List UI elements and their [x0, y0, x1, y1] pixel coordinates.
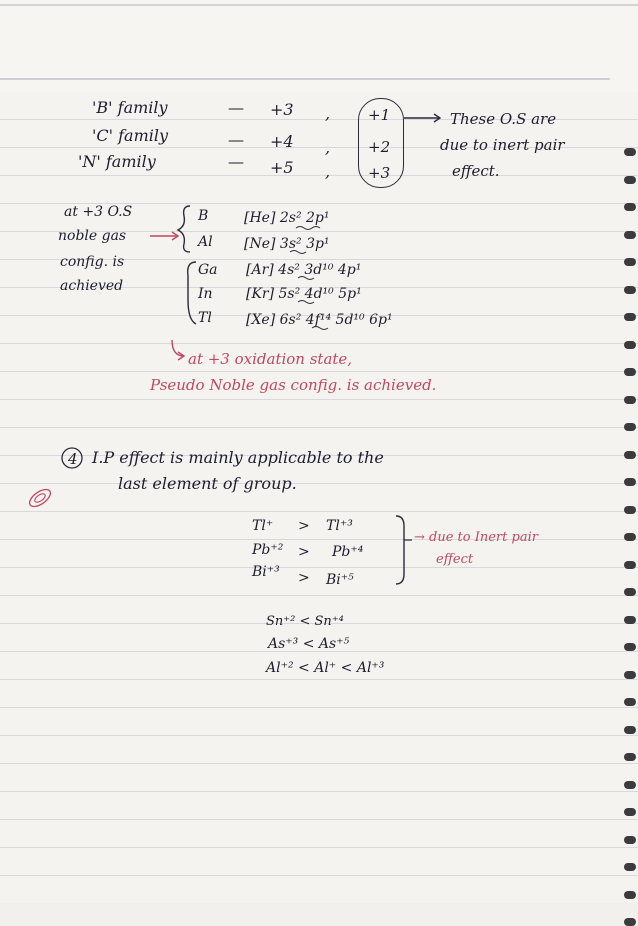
- config-value: [Ne] 3s² 3p¹: [244, 236, 330, 252]
- family-name: 'C' family: [92, 126, 169, 145]
- comparison-right: Pb⁺⁴: [332, 544, 364, 560]
- comparison-sign: >: [298, 544, 310, 560]
- config-value: [Ar] 4s² 3d¹⁰ 4p¹: [246, 262, 362, 278]
- comparison-right: Bi⁺⁵: [326, 572, 354, 588]
- family-comma: ,: [325, 104, 331, 123]
- comparison-note-line: effect: [436, 552, 474, 567]
- noble-note-line: at +3 O.S: [64, 204, 133, 220]
- noble-note-line: config. is: [60, 254, 125, 270]
- comparison-sign: >: [298, 518, 310, 534]
- family-boxed-state: +2: [368, 138, 391, 156]
- point-text-line: last element of group.: [118, 474, 297, 493]
- noble-note-line: achieved: [60, 278, 124, 294]
- inert-note-line: due to inert pair: [440, 136, 565, 154]
- inequality-line: Sn⁺² < Sn⁺⁴: [266, 614, 344, 629]
- family-dash: —: [228, 98, 244, 117]
- config-element: B: [198, 208, 209, 224]
- inequality-line: Al⁺² < Al⁺ < Al⁺³: [266, 660, 385, 676]
- comparison-right: Tl⁺³: [326, 518, 353, 534]
- pseudo-note-line: at +3 oxidation state,: [188, 350, 353, 368]
- family-comma: ,: [325, 162, 331, 181]
- config-value: [He] 2s² 2p¹: [244, 210, 330, 226]
- family-oxidation-state: +4: [270, 132, 294, 151]
- family-boxed-state: +1: [368, 106, 391, 124]
- family-dash: —: [228, 152, 244, 171]
- point-number: 4: [68, 450, 78, 468]
- family-dash: —: [228, 130, 244, 149]
- config-element: In: [198, 286, 213, 302]
- config-value: [Xe] 6s² 4f¹⁴ 5d¹⁰ 6p¹: [246, 312, 393, 328]
- comparison-left: Bi⁺³: [252, 564, 280, 580]
- config-element: Al: [198, 234, 213, 250]
- family-oxidation-state: +3: [270, 100, 294, 119]
- comparison-left: Pb⁺²: [252, 542, 284, 558]
- comparison-note-line: → due to Inert pair: [414, 530, 538, 545]
- point-text-line: I.P effect is mainly applicable to the: [92, 448, 384, 467]
- config-element: Tl: [198, 310, 212, 326]
- config-element: Ga: [198, 262, 218, 278]
- inert-note-line: These O.S are: [450, 110, 557, 128]
- comparison-left: Tl⁺: [252, 518, 274, 534]
- family-comma: ,: [325, 138, 331, 157]
- binding-hole: [624, 918, 636, 926]
- comparison-sign: >: [298, 570, 310, 586]
- family-name: 'B' family: [92, 98, 168, 117]
- family-name: 'N' family: [78, 152, 156, 171]
- pseudo-note-line: Pseudo Noble gas config. is achieved.: [150, 376, 437, 394]
- inert-note-line: effect.: [452, 162, 500, 180]
- inequality-line: As⁺³ < As⁺⁵: [268, 636, 350, 652]
- family-oxidation-state: +5: [270, 158, 294, 177]
- config-value: [Kr] 5s² 4d¹⁰ 5p¹: [246, 286, 362, 302]
- family-boxed-state: +3: [368, 164, 391, 182]
- noble-note-line: noble gas: [58, 228, 127, 244]
